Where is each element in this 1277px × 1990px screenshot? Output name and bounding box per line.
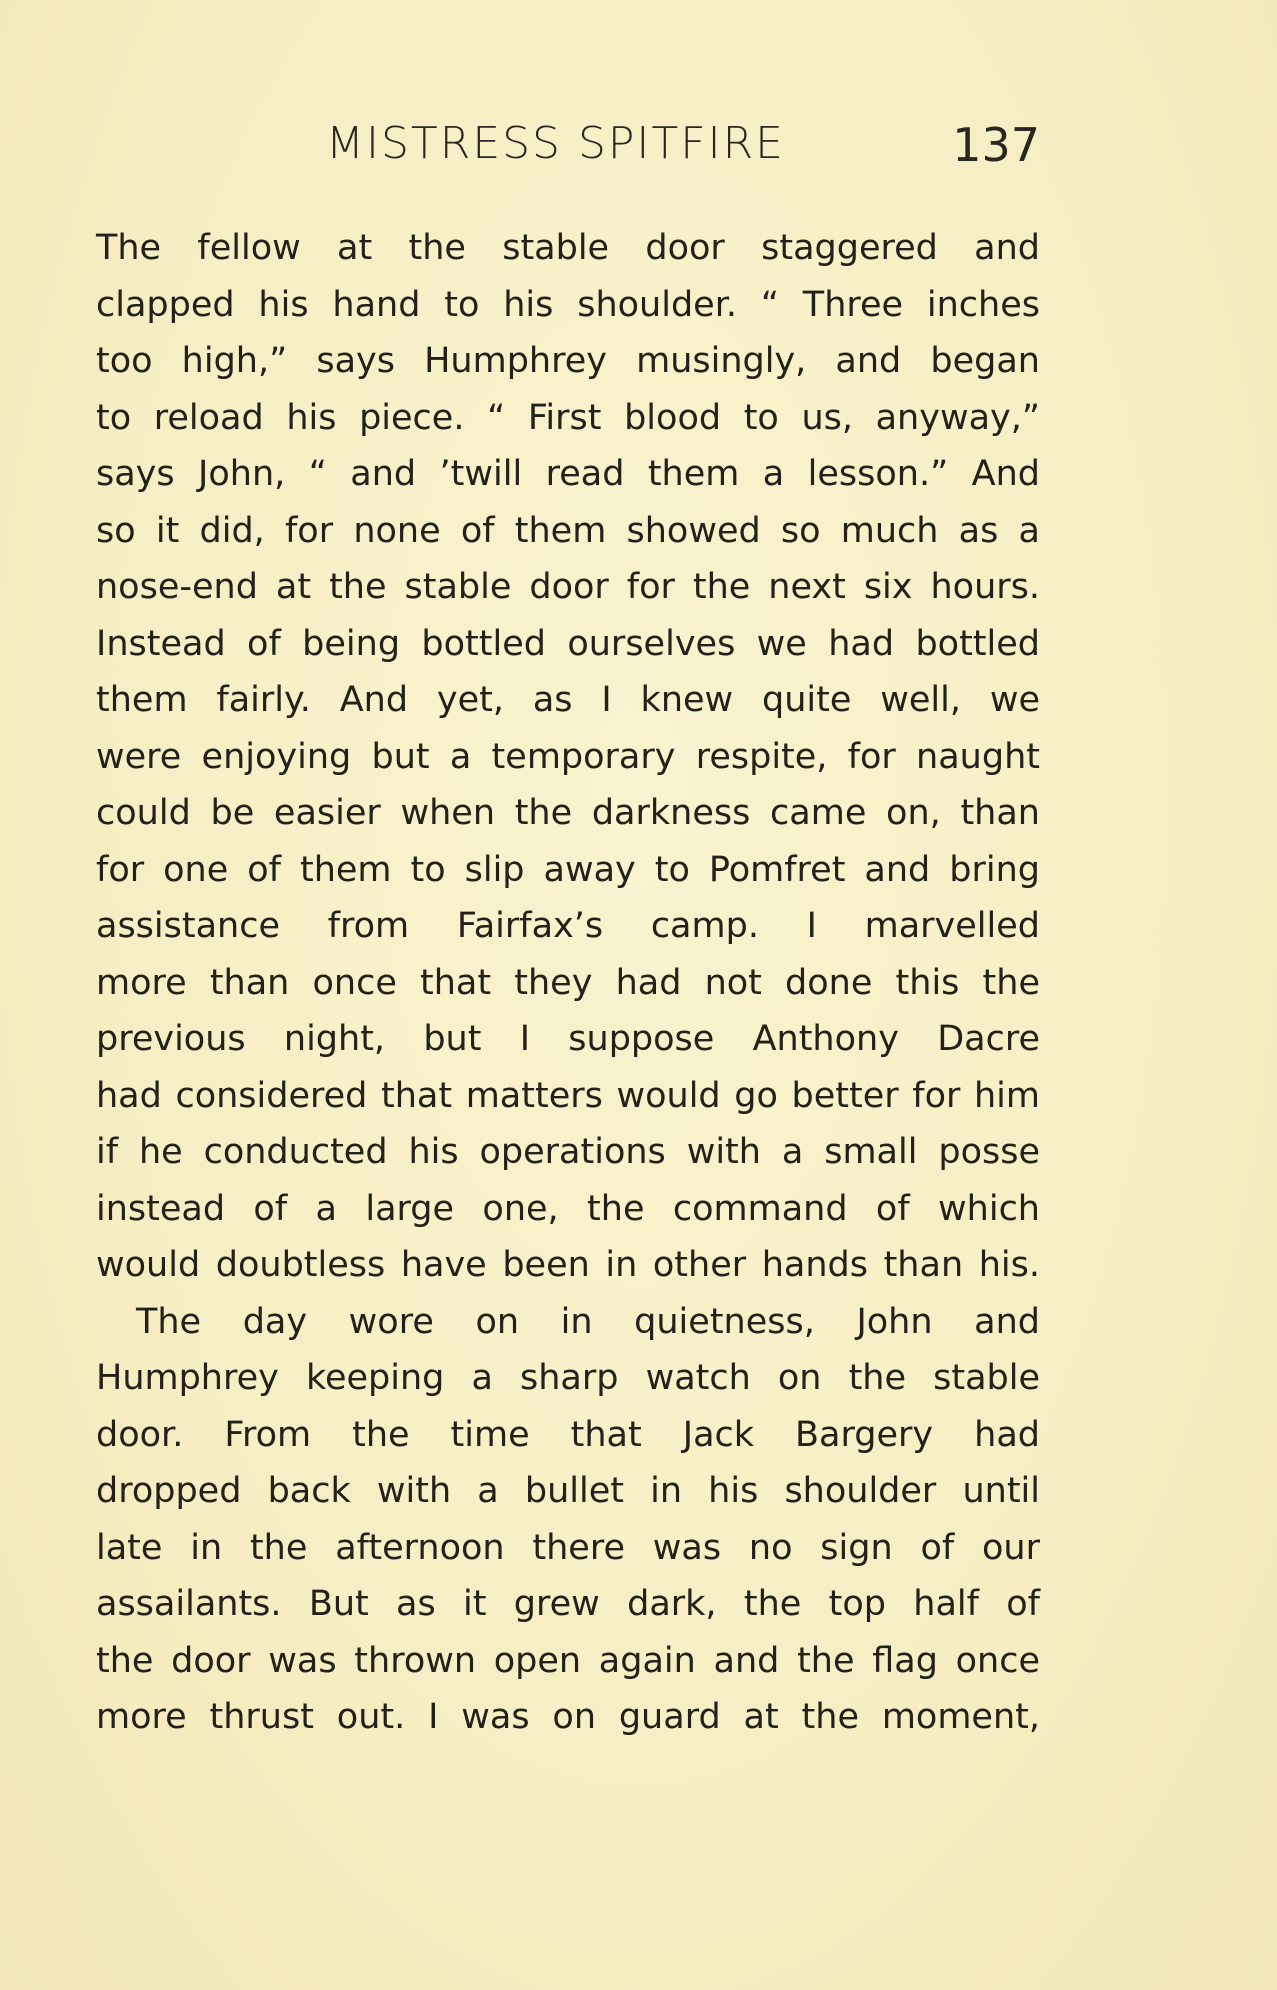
text-line: instead of a large one, the command of which	[96, 1188, 1040, 1229]
text-line: previous night, but I suppose Anthony Dacre	[96, 1019, 1040, 1059]
text-line: says John, “ and ’twill read them a lesson.” And	[96, 454, 1040, 494]
text-line: Instead of being bottled ourselves we had bottled	[96, 623, 1040, 664]
text-line: so it did, for none of them showed so much as a	[96, 510, 1040, 551]
text-line: for one of them to slip away to Pomfret and bring	[96, 849, 1040, 890]
text-line: had considered that matters would go better for him	[96, 1075, 1040, 1116]
text-line: late in the afternoon there was no sign of our	[96, 1527, 1040, 1568]
text-line: too high,” says Humphrey musingly, and began	[96, 341, 1040, 381]
text-line: would doubtless have been in other hands than his.	[96, 1245, 1040, 1285]
text-line: the door was thrown open again and the flag once	[96, 1640, 1040, 1681]
text-line: assistance from Fairfax’s camp. I marvelled	[96, 906, 1040, 946]
text-line: nose-end at the stable door for the next six hours.	[96, 567, 1040, 607]
text-line: were enjoying but a temporary respite, for naught	[96, 736, 1040, 777]
text-line: to reload his piece. “ First blood to us, anyway,”	[96, 397, 1040, 438]
text-line: clapped his hand to his shoulder. “ Three inches	[96, 284, 1040, 325]
running-title: MISTRESS SPITFIRE	[326, 118, 785, 169]
text-line: more thrust out. I was on guard at the moment,	[96, 1697, 1040, 1737]
text-line: assailants. But as it grew dark, the top half of	[96, 1584, 1040, 1624]
text-line: dropped back with a bullet in his shoulder until	[96, 1471, 1040, 1511]
text-line: The fellow at the stable door staggered and	[96, 228, 1040, 268]
page-header	[96, 118, 1040, 178]
text-line: could be easier when the darkness came on, than	[96, 793, 1040, 833]
text-line: more than once that they had not done this the	[96, 962, 1040, 1003]
text-line: if he conducted his operations with a small posse	[96, 1132, 1040, 1172]
text-line: them fairly. And yet, as I knew quite well, we	[96, 680, 1040, 720]
body-text	[96, 220, 1040, 1746]
page-number: 137	[952, 118, 1040, 172]
text-line: Humphrey keeping a sharp watch on the stable	[96, 1358, 1040, 1398]
text-line: door. From the time that Jack Bargery had	[96, 1414, 1040, 1455]
text-line: The day wore on in quietness, John and	[136, 1301, 1040, 1342]
